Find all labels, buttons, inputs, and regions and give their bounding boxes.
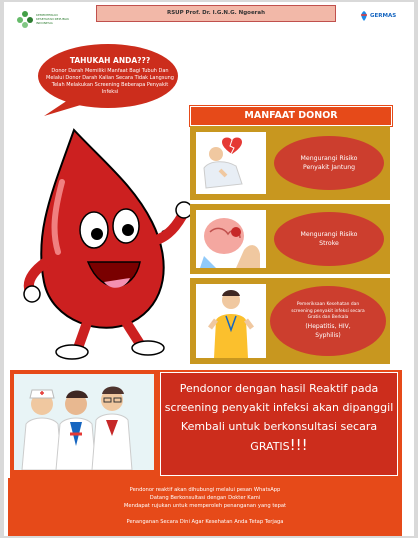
manfaat-text-heart-label: Mengurangi Risiko Penyakit Jantung	[300, 155, 358, 171]
intro-body: Donor Darah Memiliki Manfaat Bagi Tubuh Dan Melalui Donor Darah Kalian Secara Tidak Langsung Telah Melakukan Screening Beberapa Penyakit Infeksi	[46, 68, 174, 95]
manfaat-card-stroke	[190, 204, 390, 274]
heart-pain-icon	[196, 132, 266, 194]
manfaat-text-stroke	[274, 212, 384, 266]
reaktif-text: Pendonor dengan hasil Reaktif pada screening penyakit infeksi akan dipanggil Kembali untuk berkonsultasi secara GRATIS	[164, 382, 394, 453]
footer-closing: Penanganan Secara Dini Agar Kesehatan Anda Tetap Terjaga	[126, 519, 284, 525]
manfaat-card-heart	[190, 126, 390, 200]
hospital-title: RSUP Prof. Dr. I.G.N.G. Ngoerah	[96, 5, 336, 22]
footer-line-1: Pendonor reaktif akan dihubungi melalui pesan WhatsApp	[129, 487, 281, 493]
manfaat-text-stroke-label: Mengurangi Risiko Stroke	[300, 231, 358, 247]
reaktif-panel	[10, 370, 402, 482]
intro-title: TAHUKAH ANDA???	[69, 56, 151, 65]
blood-drop-mascot-icon	[22, 122, 192, 362]
footer-line-3: Mendapat rujukan untuk memperoleh penanganan yang tepat	[123, 503, 287, 509]
reaktif-emphasis: !!!	[289, 436, 308, 454]
intro-text	[44, 56, 176, 96]
manfaat-title: MANFAAT DONOR	[190, 106, 392, 126]
footer	[8, 478, 402, 536]
germas-logo-text: GERMAS	[370, 13, 397, 19]
brain-stroke-icon	[196, 210, 266, 268]
reaktif-message	[160, 372, 398, 476]
doctor-icon	[196, 284, 266, 358]
poster	[4, 2, 414, 536]
manfaat-card-screening	[190, 278, 390, 364]
manfaat-text-screening-sub: (Hepatitis, HIV, Syphilis)	[305, 322, 351, 339]
manfaat-text-heart	[274, 136, 384, 190]
manfaat-text-screening-label: Pemeriksaan Kesehatan dan screening penyakit infeksi secara Gratis dan Berkala	[291, 302, 365, 321]
footer-line-2: Datang Berkonsultasi dengan Dokter Kami	[149, 495, 261, 501]
germas-logo	[350, 8, 400, 30]
manfaat-text-screening	[270, 286, 386, 356]
doctors-illustration-icon	[14, 374, 154, 470]
kemenkes-logo	[16, 8, 76, 30]
kemenkes-logo-text: KEMENTERIAN KESEHATAN REPUBLIK INDONESIA	[36, 13, 70, 25]
